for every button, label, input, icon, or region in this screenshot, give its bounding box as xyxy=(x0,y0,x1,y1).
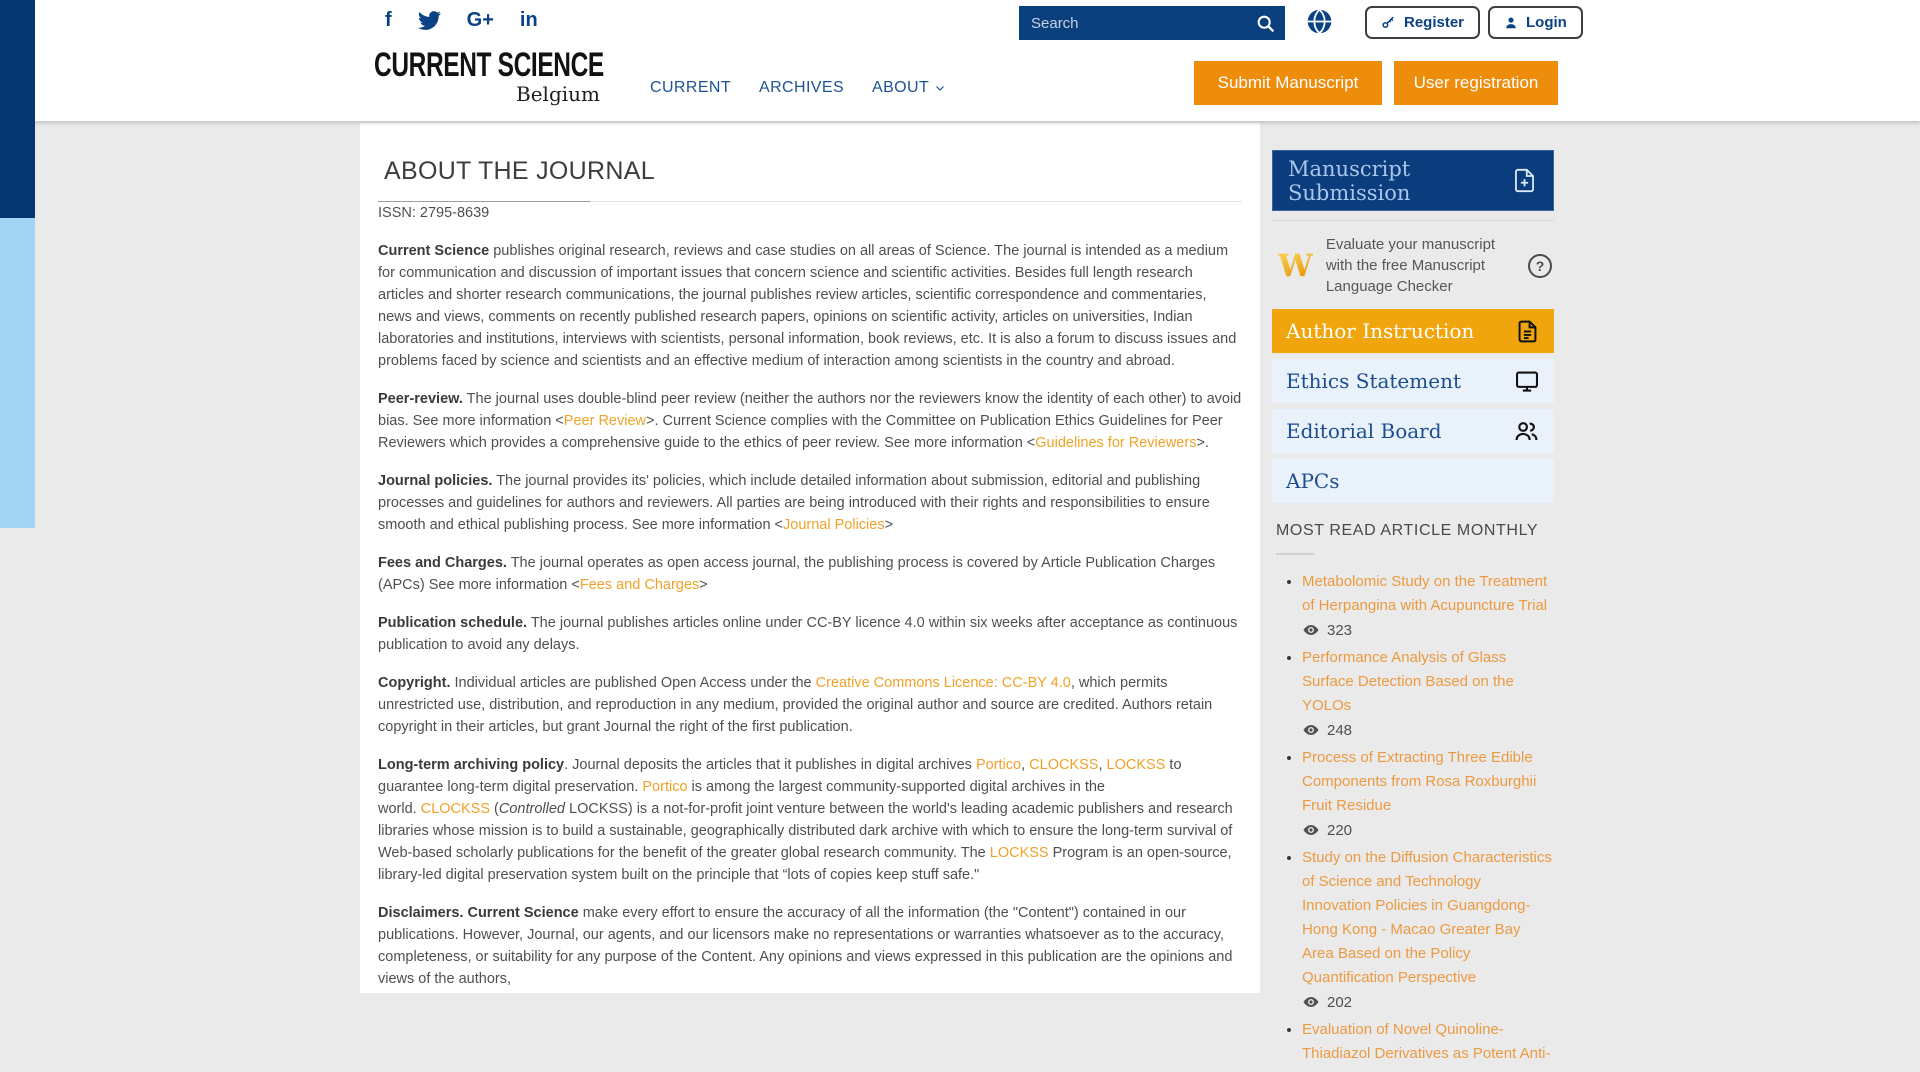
list-item xyxy=(1302,846,1554,1011)
submit-manuscript-button[interactable]: Submit Manuscript xyxy=(1194,61,1382,105)
manuscript-submission-label: Manuscript Submission xyxy=(1288,156,1411,205)
search-icon[interactable] xyxy=(1255,13,1276,34)
login-button[interactable] xyxy=(1488,6,1583,39)
article-link[interactable]: Performance Analysis of Glass Surface Detection Based on the YOLOs xyxy=(1302,649,1514,714)
register-label: Register xyxy=(1404,14,1465,31)
view-count-value: 248 xyxy=(1327,721,1353,739)
sidebar-item-apcs[interactable] xyxy=(1272,459,1554,503)
sidebar-item-label: Author Instruction xyxy=(1286,319,1475,343)
inline-link[interactable]: CLOCKSS xyxy=(420,801,491,817)
monitor-icon xyxy=(1514,368,1540,394)
about-card xyxy=(360,123,1260,993)
eye-icon xyxy=(1302,821,1320,839)
inline-link[interactable]: Journal Policies xyxy=(783,517,885,533)
article-link[interactable]: Study on the Diffusion Characteristics of Science and Technology Innovation Policies in Guangdong-Hong Kong - Macao Greater Bay Area Based on the Policy Quantification Perspective xyxy=(1302,849,1552,986)
social-links xyxy=(385,8,538,32)
title-divider xyxy=(378,201,1242,202)
manuscript-submission-button[interactable] xyxy=(1272,150,1554,211)
most-read-list xyxy=(1276,570,1554,1066)
inline-link[interactable]: LOCKSS xyxy=(1106,757,1166,773)
sidebar-item-label: Ethics Statement xyxy=(1286,369,1461,393)
document-plus-icon xyxy=(1511,167,1538,194)
eye-icon xyxy=(1302,993,1320,1011)
logo[interactable] xyxy=(374,46,604,106)
key-icon xyxy=(1381,15,1396,30)
article-link[interactable]: Metabolomic Study on the Treatment of Herpangina with Acupuncture Trial xyxy=(1302,573,1548,614)
paragraph: Current Science publishes original research, reviews and case studies on all areas of Science. The journal is intended as a medium for communication and discussion of important issues that concern science and scientific activities. Besides full length research articles and shorter research communications, the journal publishes review articles, scientific correspondence and commentaries, news and views, comments on recently published research papers, opinions on scientific activity, articles on universities, Indian laboratories and institutions, interviews with scientists, personal information, book reviews, etc. It is also a forum to discuss issues and problems faced by science and scientists and an effective medium of interaction among scientists in the country and abroad. xyxy=(378,243,1237,369)
linkedin-icon[interactable]: in xyxy=(519,9,538,31)
inline-link[interactable]: Portico xyxy=(975,757,1022,773)
nav-archives[interactable]: ARCHIVES xyxy=(759,79,845,96)
document-lines-icon xyxy=(1515,319,1540,344)
view-count xyxy=(1302,621,1554,639)
eye-icon xyxy=(1302,621,1320,639)
eye-icon xyxy=(1302,721,1320,739)
chevron-down-icon xyxy=(934,82,946,94)
issn: ISSN: 2795-8639 xyxy=(378,205,490,221)
left-accent-light xyxy=(0,218,35,528)
article-link[interactable]: Process of Extracting Three Edible Components from Rosa Roxburghii Fruit Residue xyxy=(1302,749,1537,814)
main-nav xyxy=(650,79,946,97)
most-read-divider xyxy=(1276,553,1314,555)
view-count-value: 202 xyxy=(1327,993,1353,1011)
inline-link[interactable]: Creative Commons Licence: CC-BY 4.0 xyxy=(815,675,1071,691)
sidebar-item-label: Editorial Board xyxy=(1286,419,1442,443)
paragraph: Peer-review. The journal uses double-blind peer review (neither the authors nor the reviewers know the identity of each other) to avoid bias. See more information <Peer Review>. Current Science complies with the Committee on Publication Ethics Guidelines for Peer Reviewers which provides a comprehensive guide to the ethics of peer review. See more information <Guidelines for Reviewers>. xyxy=(378,391,1242,451)
list-item xyxy=(1302,1018,1554,1066)
search-bar xyxy=(1019,6,1285,40)
people-icon xyxy=(1513,418,1540,445)
paragraph: Disclaimers. Current Science make every effort to ensure the accuracy of all the information (the "Content") contained in our publications. However, Journal, our agents, and our licensors make no representations or warranties whatsoever as to the accuracy, completeness, or suitability for any purpose of the Content. Any opinions and views expressed in this publication are the opinions and views of the authors, xyxy=(378,905,1233,987)
article-link[interactable]: Evaluation of Novel Quinoline-Thiadiazol Derivatives as Potent Anti- xyxy=(1302,1021,1551,1062)
nav-about[interactable] xyxy=(872,79,946,97)
inline-link[interactable]: Portico xyxy=(642,779,688,795)
left-accent-dark xyxy=(0,0,35,218)
list-item xyxy=(1302,570,1554,639)
article-body xyxy=(378,240,1242,990)
paragraph: Copyright. Individual articles are published Open Access under the Creative Commons Licence: CC-BY 4.0, which permits unrestricted use, distribution, and reproduction in any medium, provided the original author and source are credited. Authors retain copyright in their articles, but grant Journal the right of the first publication. xyxy=(378,675,1213,735)
nav-current[interactable]: CURRENT xyxy=(650,79,732,96)
view-count xyxy=(1302,821,1554,839)
inline-link[interactable]: Peer Review xyxy=(563,413,646,429)
person-icon xyxy=(1504,16,1518,30)
user-registration-button[interactable]: User registration xyxy=(1394,61,1558,105)
inline-link[interactable]: Fees and Charges xyxy=(579,577,700,593)
search-input[interactable] xyxy=(1031,15,1255,32)
paragraph: Long-term archiving policy. Journal deposits the articles that it publishes in digital archives Portico, CLOCKSS, LOCKSS to guarantee long-term digital preservation. Portico is among the largest community-supported digital archives in the world. CLOCKSS (Controlled LOCKSS) is a not-for-profit joint venture between the world's leading academic publishers and research libraries whose mission is to build a sustainable, geographically distributed dark archive with which to ensure the long-term survival of Web-based scholarly publications for the benefit of the greater global research community. The LOCKSS Program is an open-source, library-led digital preservation system built on the principle that “lots of copies keep stuff safe." xyxy=(378,757,1233,883)
googleplus-icon[interactable]: G+ xyxy=(466,9,494,31)
view-count-value: 220 xyxy=(1327,821,1353,839)
list-item xyxy=(1302,646,1554,739)
inline-link[interactable]: LOCKSS xyxy=(989,845,1049,861)
page-title: ABOUT THE JOURNAL xyxy=(384,157,655,185)
checker-text: Evaluate your manuscript with the free Manuscript Language Checker xyxy=(1325,236,1496,295)
logo-subtitle: Belgium xyxy=(516,82,600,106)
sidebar-item-editorial-board[interactable] xyxy=(1272,409,1554,453)
inline-link[interactable]: Guidelines for Reviewers xyxy=(1035,435,1197,451)
sidebar-item-author-instruction[interactable] xyxy=(1272,309,1554,353)
twitter-icon[interactable] xyxy=(418,9,441,32)
logo-title: CURRENT SCIENCE xyxy=(374,46,604,84)
paragraph: Journal policies. The journal provides its' policies, which include detailed information about submission, editorial and publishing processes and guidelines for authors and reviewers. All parties are being introduced with their rights and responsibilities to ensure smooth and ethical publishing process. See more information <Journal Policies> xyxy=(378,473,1210,533)
sidebar xyxy=(1272,150,1554,1072)
language-globe-icon[interactable] xyxy=(1306,8,1333,40)
most-read-title: MOST READ ARTICLE MONTHLY xyxy=(1276,522,1539,539)
register-button[interactable] xyxy=(1365,6,1480,39)
paragraph: Fees and Charges. The journal operates as open access journal, the publishing process is covered by Article Publication Charges (APCs) See more information <Fees and Charges> xyxy=(378,555,1216,593)
view-count-value: 323 xyxy=(1327,621,1353,639)
site-header xyxy=(0,0,1920,121)
login-label: Login xyxy=(1526,14,1567,31)
writefull-icon: W xyxy=(1278,247,1313,284)
view-count xyxy=(1302,993,1554,1011)
view-count xyxy=(1302,721,1554,739)
sidebar-item-ethics-statement[interactable] xyxy=(1272,359,1554,403)
help-icon[interactable]: ? xyxy=(1528,254,1552,278)
sidebar-item-label: APCs xyxy=(1286,469,1340,493)
paragraph: Publication schedule. The journal publishes articles online under CC-BY licence 4.0 within six weeks after acceptance as continuous publication to avoid any delays. xyxy=(378,615,1238,653)
most-read-section xyxy=(1272,522,1554,1066)
language-checker-promo[interactable] xyxy=(1272,221,1554,309)
inline-link[interactable]: CLOCKSS xyxy=(1029,757,1099,773)
facebook-icon[interactable]: f xyxy=(385,9,392,31)
list-item xyxy=(1302,746,1554,839)
nav-about-label: ABOUT xyxy=(872,79,930,96)
